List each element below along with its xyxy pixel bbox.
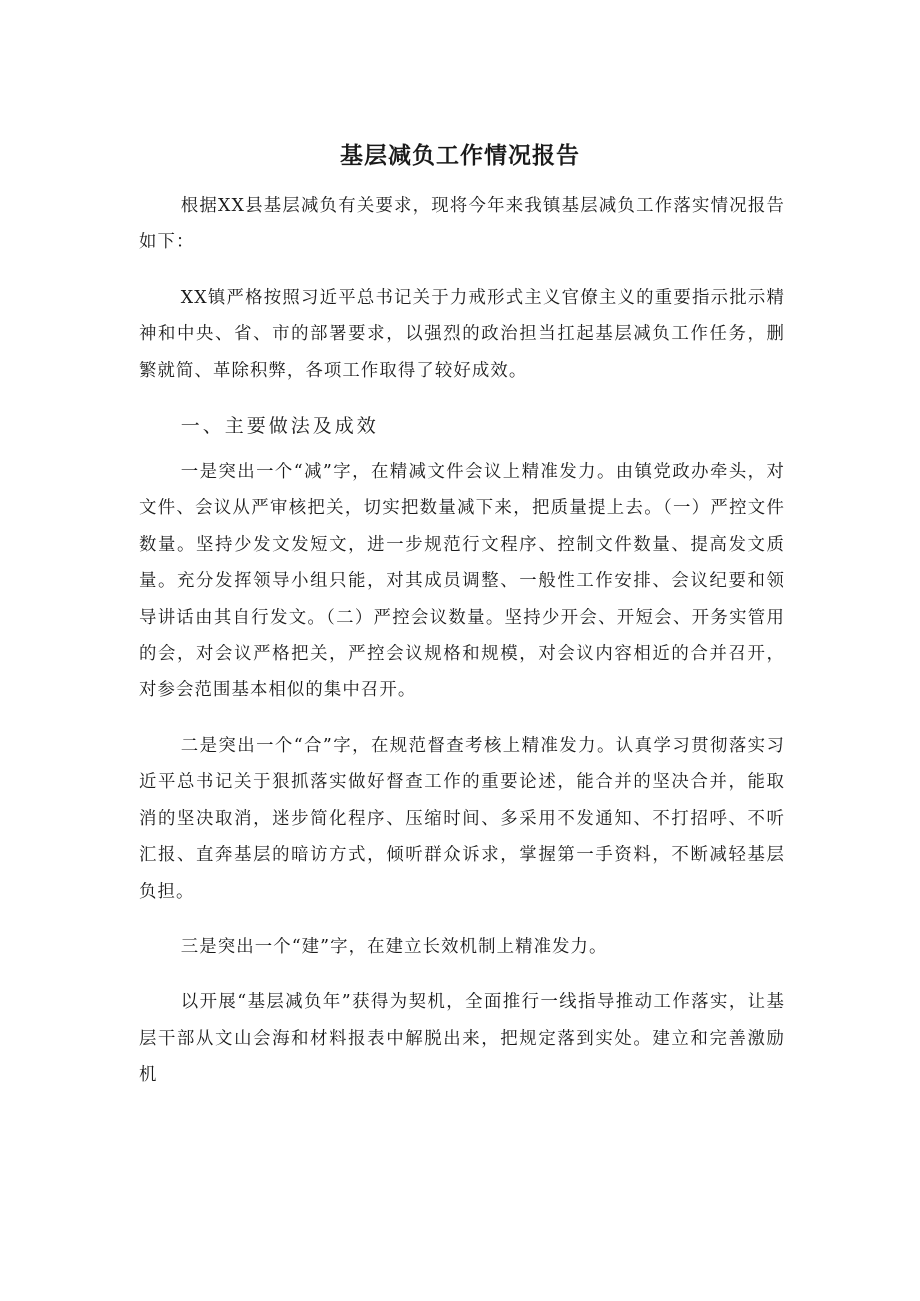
- point-three-paragraph: 三是突出一个“建”字，在建立长效机制上精准发力。: [180, 936, 608, 957]
- point-one-paragraph: 一是突出一个“减”字，在精减文件会议上精准发力。由镇党政办牵头，对文件、会议从严审核把关，切实把数量减下来，把质量提上去。（一）严控文件数量。坚持少发文发短文，进一步规范行文程序、控制文件数量、提高发文质量。充分发挥领导小组只能，对其成员调整、一般性工作安排、会议纪要和领导讲话由其自行发文。（二）严控会议数量。坚持少开会、开短会、开务实管用的会，对会议严格把关，严控会议规格和规模，对会议内容相近的合并召开，对参会范围基本相似的集中召开。: [139, 462, 785, 701]
- point-two-paragraph: 二是突出一个“合”字，在规范督查考核上精准发力。认真学习贯彻落实习近平总书记关于狠抓落实做好督查工作的重要论述，能合并的坚决合并，能取消的坚决取消，迷步简化程序、压缩时间、多采用不发通知、不打招呼、不听汇报、直奔基层的暗访方式，倾听群众诉求，掌握第一手资料，不断减轻基层负担。: [139, 735, 785, 902]
- intro-paragraph: 根据XX县基层减负有关要求，现将今年来我镇基层减负工作落实情况报告如下：: [139, 196, 785, 253]
- section-heading: 一、主要做法及成效: [180, 415, 379, 438]
- point-three-detail-paragraph: 以开展“基层减负年”获得为契机，全面推行一线指导推动工作落实，让基层干部从文山会海和材料报表中解脱出来，把规定落到实处。建立和完善激励机: [139, 992, 785, 1086]
- summary-paragraph: XX镇严格按照习近平总书记关于力戒形式主义官僚主义的重要指示批示精神和中央、省、市的部署要求，以强烈的政治担当扛起基层减负工作任务，删繁就简、革除积弊，各项工作取得了较好成效。: [139, 287, 785, 381]
- page-title: 基层减负工作情况报告: [340, 143, 580, 169]
- document-body: [139, 188, 785, 1094]
